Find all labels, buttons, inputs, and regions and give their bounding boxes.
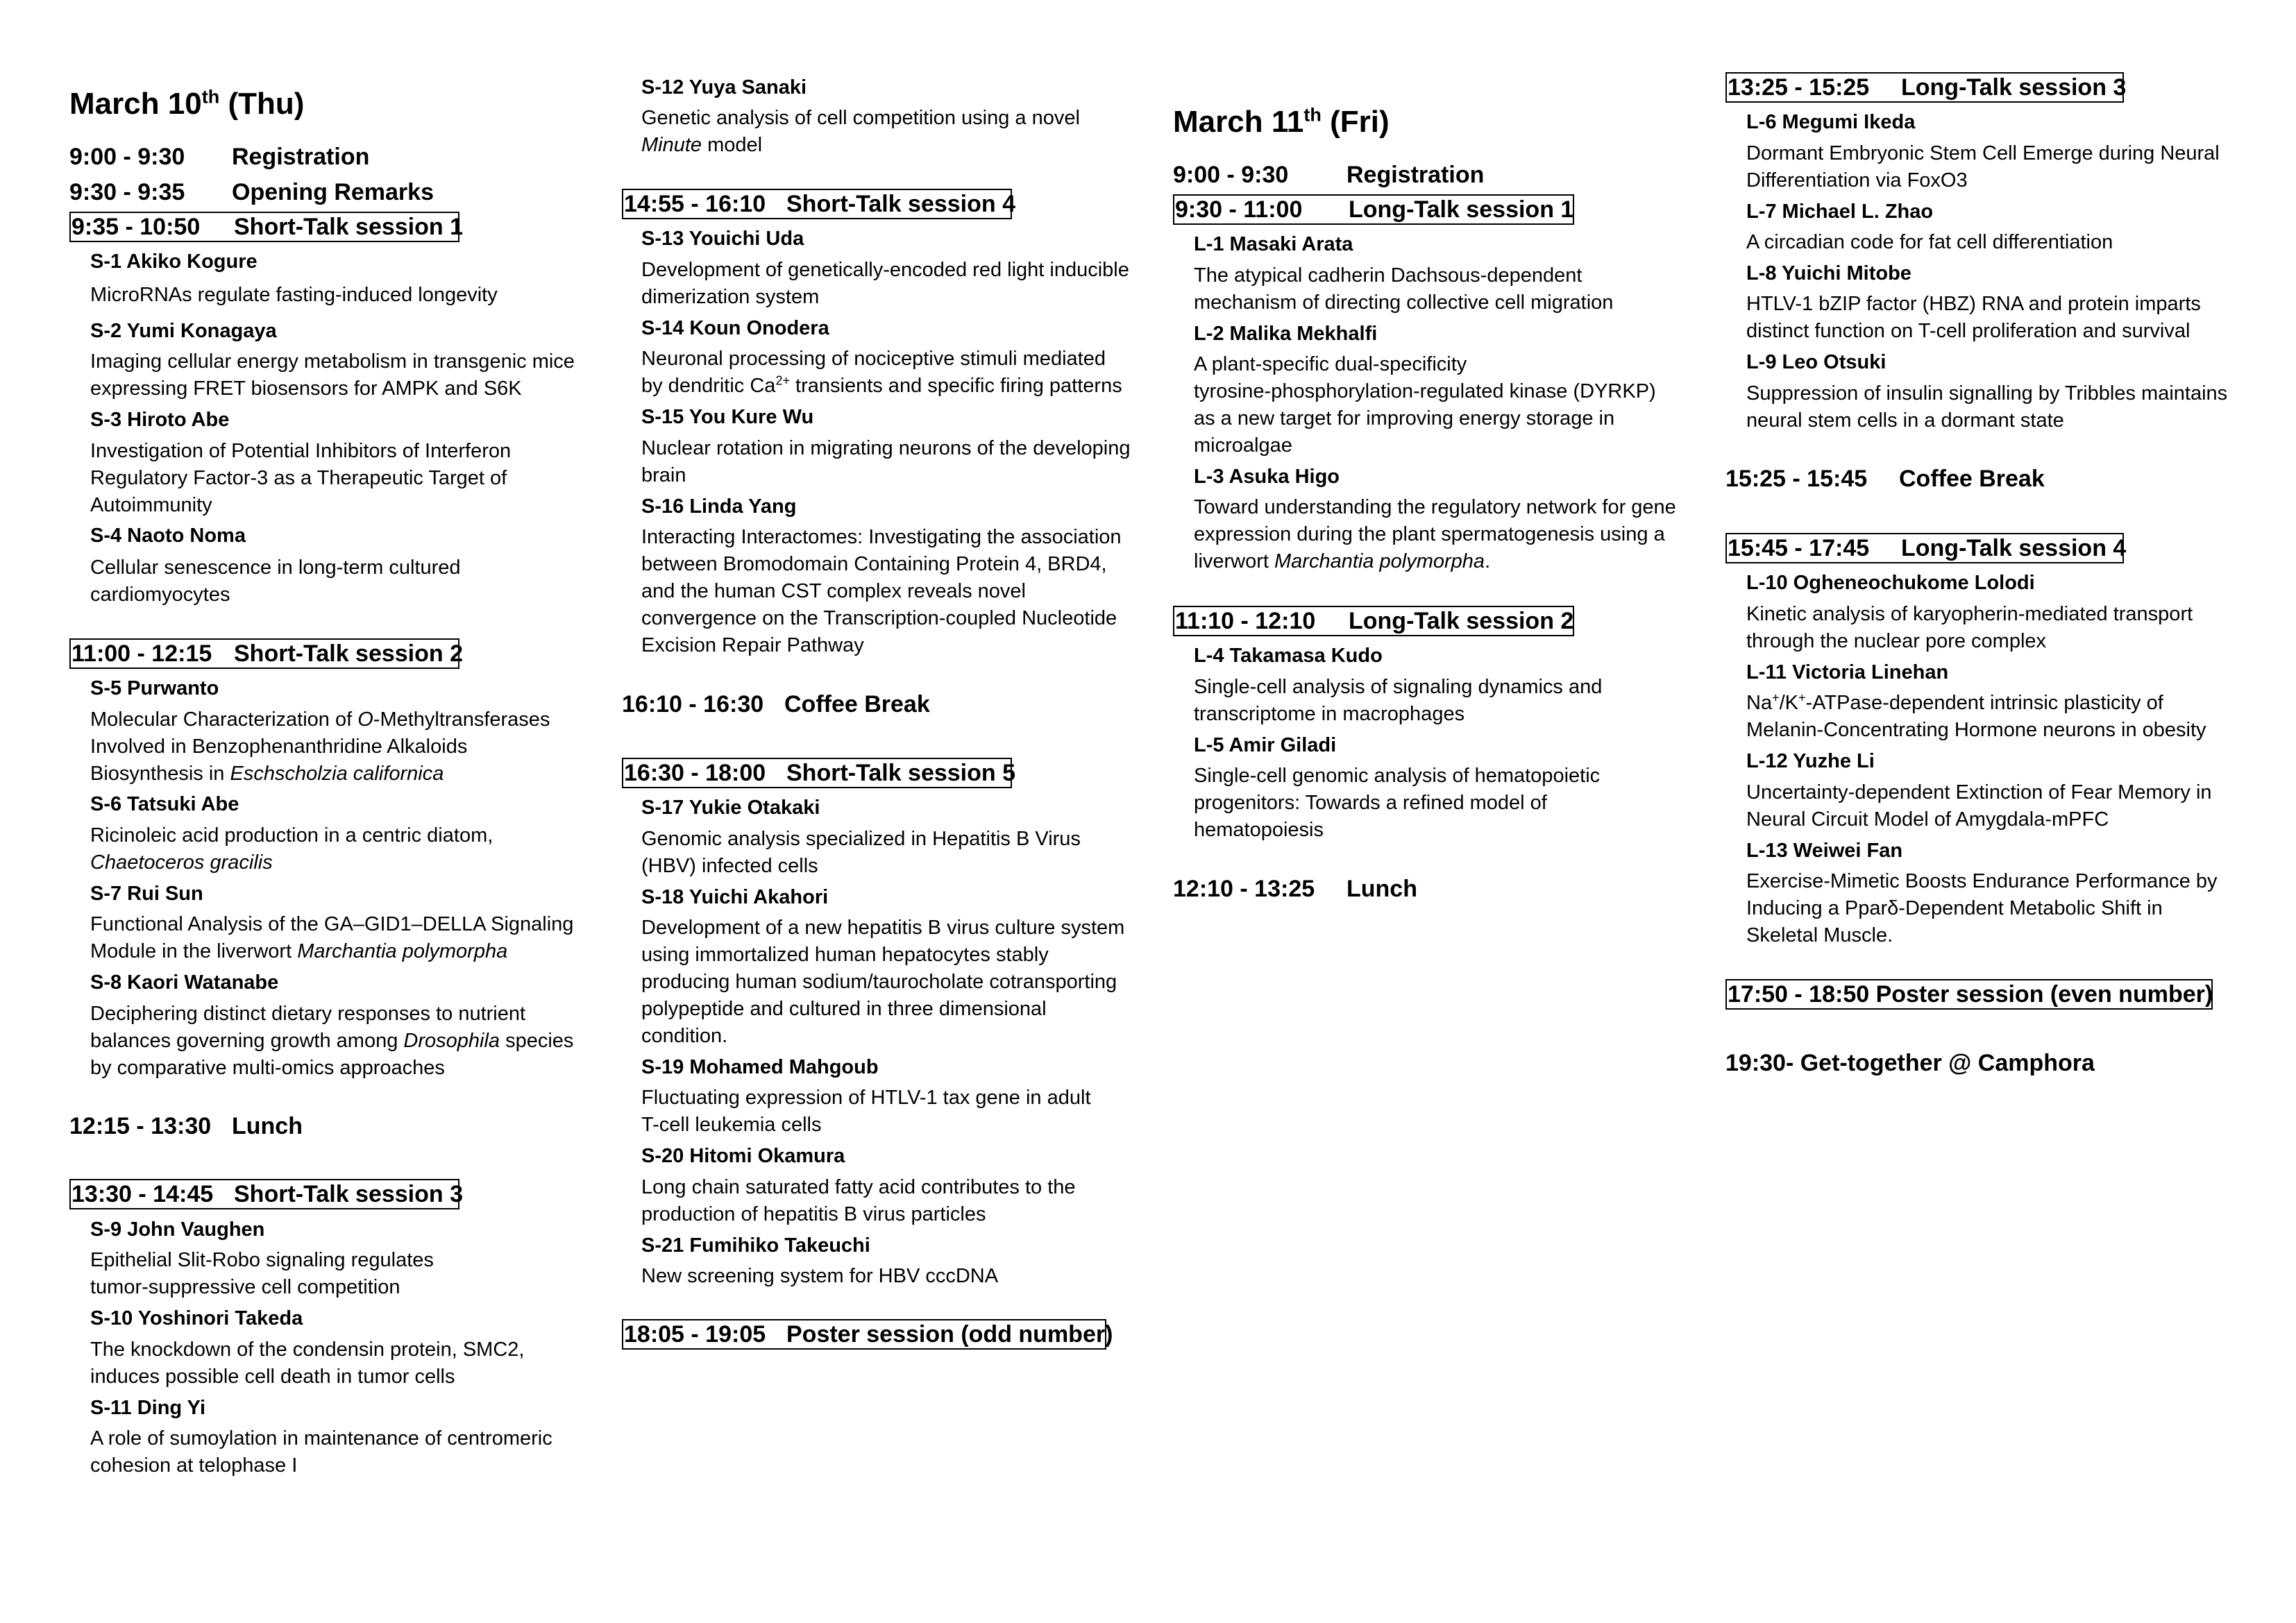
speaker-s21: S-21 Fumihiko Takeuchi bbox=[641, 1234, 870, 1257]
session-registration-d1: 9:00 - 9:30 Registration bbox=[69, 144, 370, 170]
session-coffee-break-d2: 15:25 - 15:45 Coffee Break bbox=[1725, 466, 2045, 492]
day1-heading: March 10th (Thu) bbox=[69, 86, 305, 121]
session-short-talk-3: 13:30 - 14:45 Short-Talk session 3 bbox=[69, 1179, 459, 1209]
session-coffee-break-d1: 16:10 - 16:30 Coffee Break bbox=[622, 691, 930, 717]
session-long-talk-3: 13:25 - 15:25 Long-Talk session 3 bbox=[1725, 72, 2124, 103]
talk-title-s13: Development of genetically-encoded red light inducible dimerization system bbox=[641, 259, 1129, 308]
speaker-s8: S-8 Kaori Watanabe bbox=[90, 971, 279, 994]
talk-title-s5: Molecular Characterization of O-Methyltransferases Involved in Benzophenanthridine Alkaloids Biosynthesis in Eschscholzia californica bbox=[90, 708, 550, 785]
talk-title-l6: Dormant Embryonic Stem Cell Emerge during Neural Differentiation via FoxO3 bbox=[1746, 142, 2220, 192]
speaker-l7: L-7 Michael L. Zhao bbox=[1746, 201, 1934, 223]
speaker-s14: S-14 Koun Onodera bbox=[641, 317, 829, 339]
talk-title-s16: Interacting Interactomes: Investigating the association between Bromodomain Containing Protein 4, BRD4, and the human CST complex reveals novel convergence on the Transcription-coupled Nucleotide Excision Repair Pathway bbox=[641, 526, 1122, 656]
session-get-together: 19:30- Get-together @ Camphora bbox=[1725, 1050, 2095, 1076]
talk-title-s4: Cellular senescence in long-term cultured cardiomyocytes bbox=[90, 556, 461, 606]
talk-title-s1: MicroRNAs regulate fasting-induced longevity bbox=[90, 284, 498, 306]
talk-title-s3: Investigation of Potential Inhibitors of Interferon Regulatory Factor-3 as a Therapeutic Target of Autoimmunity bbox=[90, 440, 512, 516]
session-long-talk-2: 11:10 - 12:10 Long-Talk session 2 bbox=[1173, 606, 1574, 636]
speaker-l11: L-11 Victoria Linehan bbox=[1746, 661, 1949, 683]
speaker-l10: L-10 Ogheneochukome Lolodi bbox=[1746, 572, 2035, 594]
speaker-l9: L-9 Leo Otsuki bbox=[1746, 351, 1886, 373]
speaker-s9: S-9 John Vaughen bbox=[90, 1218, 265, 1241]
talk-title-l11: Na+/K+-ATPase-dependent intrinsic plasticity of Melanin-Concentrating Hormone neurons in obesity bbox=[1746, 690, 2206, 741]
speaker-s17: S-17 Yukie Otakaki bbox=[641, 797, 820, 819]
speaker-l5: L-5 Amir Giladi bbox=[1194, 734, 1337, 756]
day2-heading: March 11th (Fri) bbox=[1173, 104, 1390, 139]
session-short-talk-5: 16:30 - 18:00 Short-Talk session 5 bbox=[622, 758, 1012, 788]
session-short-talk-2: 11:00 - 12:15 Short-Talk session 2 bbox=[69, 638, 459, 669]
session-poster-odd: 18:05 - 19:05 Poster session (odd number) bbox=[622, 1319, 1106, 1350]
session-lunch-d1: 12:15 - 13:30 Lunch bbox=[69, 1113, 303, 1139]
talk-title-l3: Toward understanding the regulatory network for gene expression during the plant spermatogenesis using a liverwort Marchantia polymorpha. bbox=[1194, 496, 1676, 572]
talk-title-s19: Fluctuating expression of HTLV-1 tax gene in adult T-cell leukemia cells bbox=[641, 1087, 1091, 1136]
session-long-talk-4: 15:45 - 17:45 Long-Talk session 4 bbox=[1725, 533, 2124, 563]
talk-title-l10: Kinetic analysis of karyopherin-mediated transport through the nuclear pore complex bbox=[1746, 603, 2193, 652]
speaker-l3: L-3 Asuka Higo bbox=[1194, 466, 1340, 488]
speaker-l1: L-1 Masaki Arata bbox=[1194, 233, 1353, 255]
talk-title-s10: The knockdown of the condensin protein, SMC2, induces possible cell death in tumor cells bbox=[90, 1339, 525, 1388]
speaker-s19: S-19 Mohamed Mahgoub bbox=[641, 1056, 879, 1078]
speaker-l13: L-13 Weiwei Fan bbox=[1746, 840, 1903, 862]
speaker-s18: S-18 Yuichi Akahori bbox=[641, 886, 829, 908]
speaker-s12: S-12 Yuya Sanaki bbox=[641, 76, 807, 99]
talk-title-s21: New screening system for HBV cccDNA bbox=[641, 1265, 999, 1287]
talk-title-l8: HTLV-1 bZIP factor (HBZ) RNA and protein imparts distinct function on T-cell proliferation and survival bbox=[1746, 293, 2201, 342]
talk-title-s6: Ricinoleic acid production in a centric diatom, Chaetoceros gracilis bbox=[90, 824, 493, 874]
speaker-s15: S-15 You Kure Wu bbox=[641, 406, 814, 428]
speaker-s2: S-2 Yumi Konagaya bbox=[90, 320, 277, 342]
speaker-s5: S-5 Purwanto bbox=[90, 677, 219, 699]
talk-title-s15: Nuclear rotation in migrating neurons of the developing brain bbox=[641, 437, 1131, 486]
speaker-s11: S-11 Ding Yi bbox=[90, 1397, 205, 1419]
session-short-talk-1: 9:35 - 10:50 Short-Talk session 1 bbox=[69, 212, 459, 242]
session-opening-remarks: 9:30 - 9:35 Opening Remarks bbox=[69, 179, 434, 205]
session-short-talk-4: 14:55 - 16:10 Short-Talk session 4 bbox=[622, 189, 1012, 219]
speaker-l2: L-2 Malika Mekhalfi bbox=[1194, 323, 1378, 345]
session-lunch-d2: 12:10 - 13:25 Lunch bbox=[1173, 876, 1417, 902]
talk-title-l9: Suppression of insulin signalling by Tribbles maintains neural stem cells in a dormant state bbox=[1746, 382, 2228, 432]
talk-title-s9: Epithelial Slit-Robo signaling regulates tumor-suppressive cell competition bbox=[90, 1249, 434, 1298]
speaker-s7: S-7 Rui Sun bbox=[90, 883, 203, 905]
speaker-s3: S-3 Hiroto Abe bbox=[90, 409, 230, 431]
speaker-s16: S-16 Linda Yang bbox=[641, 495, 797, 518]
speaker-s4: S-4 Naoto Noma bbox=[90, 525, 246, 547]
talk-title-s20: Long chain saturated fatty acid contributes to the production of hepatitis B virus particles bbox=[641, 1176, 1076, 1225]
talk-title-s2: Imaging cellular energy metabolism in transgenic mice expressing FRET biosensors for AMPK and S6K bbox=[90, 350, 575, 400]
speaker-l12: L-12 Yuzhe Li bbox=[1746, 750, 1875, 772]
talk-title-l5: Single-cell genomic analysis of hematopoietic progenitors: Towards a refined model of hematopoiesis bbox=[1194, 765, 1601, 841]
talk-title-s17: Genomic analysis specialized in Hepatitis B Virus (HBV) infected cells bbox=[641, 828, 1081, 877]
speaker-l8: L-8 Yuichi Mitobe bbox=[1746, 262, 1911, 284]
talk-title-s7: Functional Analysis of the GA–GID1–DELLA Signaling Module in the liverwort Marchantia polymorpha bbox=[90, 913, 574, 962]
speaker-l4: L-4 Takamasa Kudo bbox=[1194, 645, 1383, 667]
session-poster-even: 17:50 - 18:50 Poster session (even number) bbox=[1725, 979, 2213, 1010]
speaker-s1: S-1 Akiko Kogure bbox=[90, 250, 258, 273]
talk-title-l2: A plant-specific dual-specificity tyrosine-phosphorylation-regulated kinase (DYRKP) as a new target for improving energy storage in microalgae bbox=[1194, 353, 1656, 457]
talk-title-s14: Neuronal processing of nociceptive stimuli mediated by dendritic $Ca^{2+}$ transients and specific firing patterns bbox=[641, 348, 1122, 397]
speaker-l6: L-6 Megumi Ikeda bbox=[1746, 111, 1916, 133]
talk-title-l12: Uncertainty-dependent Extinction of Fear Memory in Neural Circuit Model of Amygdala-mPFC bbox=[1746, 781, 2212, 831]
speaker-s13: S-13 Youichi Uda bbox=[641, 228, 804, 250]
talk-title-s12: Genetic analysis of cell competition using a novel Minute model bbox=[641, 107, 1080, 156]
session-registration-d2: 9:00 - 9:30 Registration bbox=[1173, 162, 1485, 188]
talk-title-l7: A circadian code for fat cell differentiation bbox=[1746, 231, 2113, 253]
talk-title-l4: Single-cell analysis of signaling dynamics and transcriptome in macrophages bbox=[1194, 676, 1603, 725]
talk-title-s18: Development of a new hepatitis B virus culture system using immortalized human hepatocytes stably producing human sodium/taurocholate cotransporting polypeptide and cultured in three dimensional condition. bbox=[641, 917, 1125, 1047]
speaker-s20: S-20 Hitomi Okamura bbox=[641, 1145, 845, 1167]
talk-title-s11: A role of sumoylation in maintenance of centromeric cohesion at telophase I bbox=[90, 1427, 552, 1477]
session-long-talk-1: 9:30 - 11:00 Long-Talk session 1 bbox=[1173, 194, 1574, 225]
talk-title-s8: Deciphering distinct dietary responses to nutrient balances governing growth among Drosophila species by comparative multi-omics approaches bbox=[90, 1003, 574, 1079]
talk-title-l1: The atypical cadherin Dachsous-dependent mechanism of directing collective cell migration bbox=[1194, 264, 1614, 314]
speaker-s10: S-10 Yoshinori Takeda bbox=[90, 1307, 303, 1329]
talk-title-l13: Exercise-Mimetic Boosts Endurance Performance by Inducing a Pparδ-Dependent Metabolic Shift in Skeletal Muscle. bbox=[1746, 870, 2218, 946]
speaker-s6: S-6 Tatsuki Abe bbox=[90, 793, 239, 815]
